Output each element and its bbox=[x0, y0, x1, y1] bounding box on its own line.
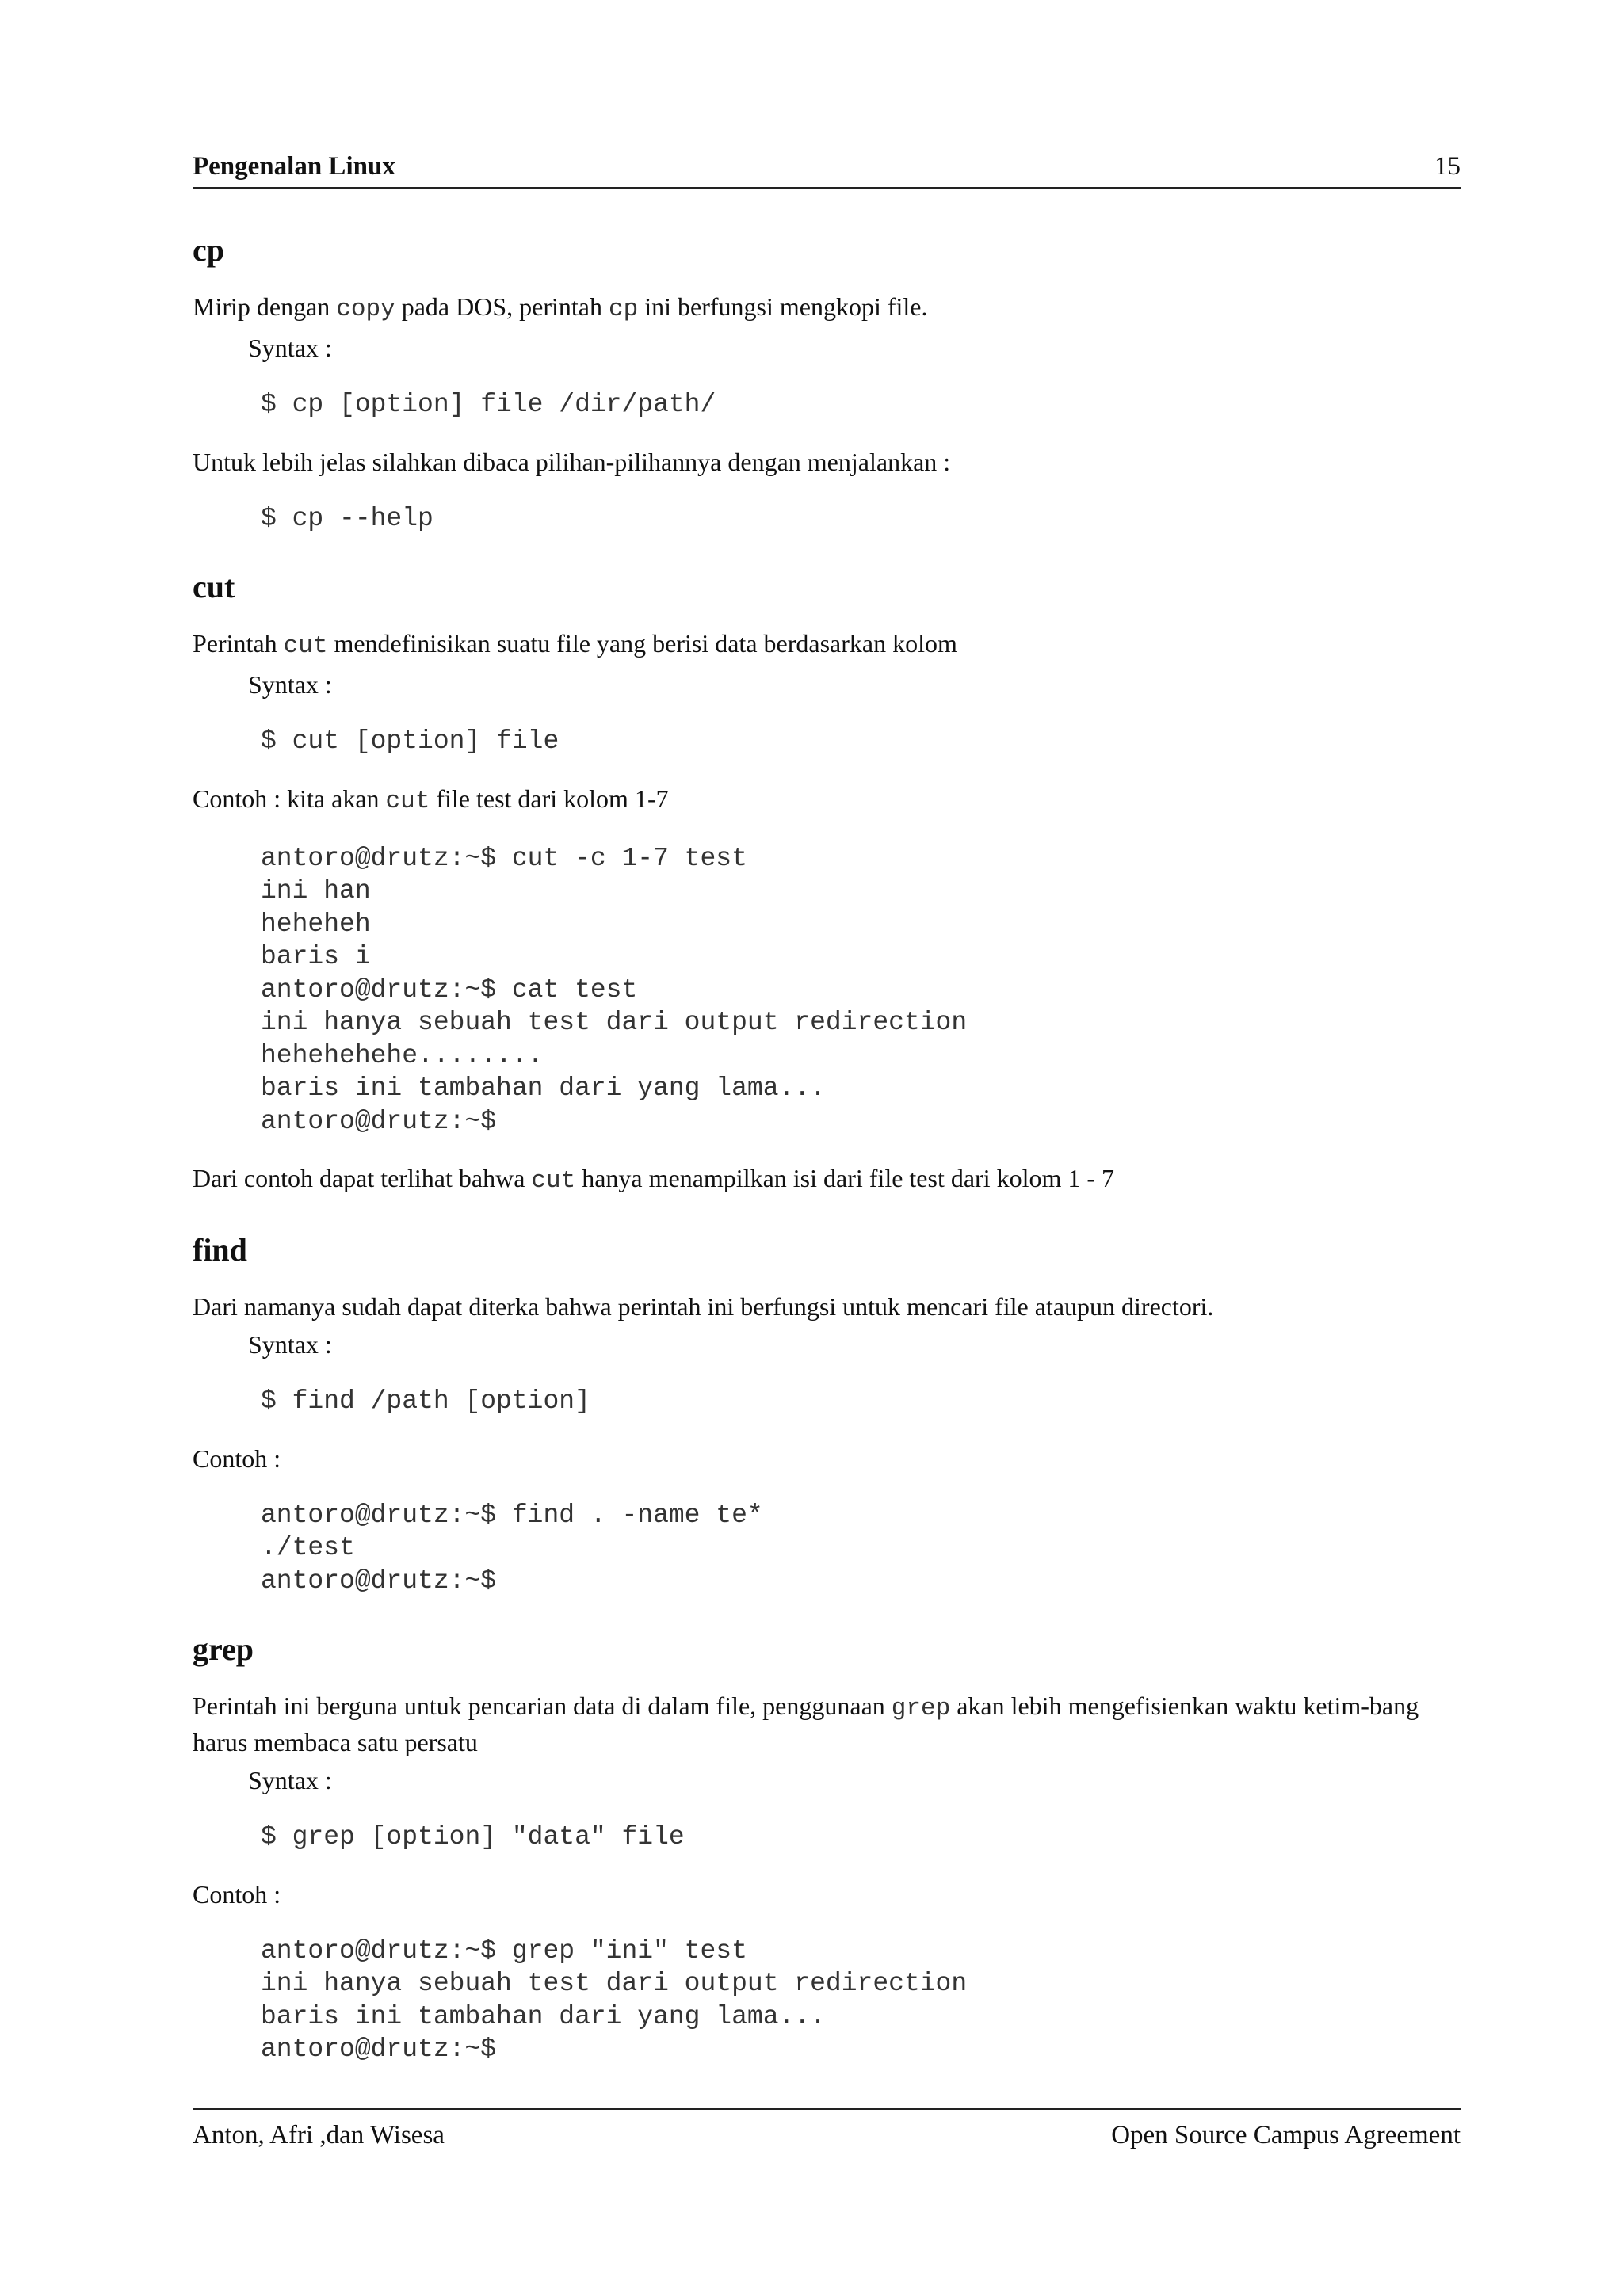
inline-code-cut: cut bbox=[283, 632, 328, 660]
section-cp bbox=[193, 231, 1476, 535]
footer-publication: Open Source Campus Agreement bbox=[1111, 2121, 1461, 2149]
code-line: antoro@drutz:~$ bbox=[261, 1106, 497, 1136]
code-line: ini hanya sebuah test dari output redirection bbox=[261, 1969, 968, 1998]
cut-syntax-label: Syntax : bbox=[248, 670, 332, 699]
cut-conclusion bbox=[193, 1161, 1476, 1198]
code-line: $ cp [option] file /dir/path/ bbox=[261, 390, 716, 419]
cp-help-note: Untuk lebih jelas silahkan dibaca pilihan-pilihannya dengan menjalankan : bbox=[193, 447, 951, 476]
cut-conclusion-text-1: Dari contoh dapat terlihat bahwa bbox=[193, 1164, 532, 1192]
cp-syntax-code bbox=[261, 388, 1476, 421]
cp-description bbox=[193, 290, 1476, 326]
cut-description bbox=[193, 627, 1476, 663]
page-number: 15 bbox=[1434, 152, 1461, 181]
cp-desc-text-1: Mirip dengan bbox=[193, 292, 337, 321]
find-example-label: Contoh : bbox=[193, 1444, 281, 1473]
grep-syntax-code bbox=[261, 1821, 1476, 1854]
cut-conclusion-text-2: hanya menampilkan isi dari file test dari kolom 1 - 7 bbox=[575, 1164, 1115, 1192]
section-heading-cp: cp bbox=[193, 232, 224, 268]
code-line: ./test bbox=[261, 1533, 355, 1562]
grep-desc-text-2: akan lebih mengefisienkan waktu ketim-bang harus membaca satu persatu bbox=[193, 1691, 1419, 1756]
cut-example-text-1: Contoh : kita akan bbox=[193, 784, 386, 813]
code-line: $ grep [option] "data" file bbox=[261, 1822, 685, 1852]
inline-code-copy: copy bbox=[336, 296, 395, 323]
code-line: antoro@drutz:~$ find . -name te* bbox=[261, 1500, 763, 1530]
page-footer bbox=[193, 2108, 1461, 2154]
page-content bbox=[193, 231, 1476, 2066]
section-cut bbox=[193, 568, 1476, 1198]
running-title: Pengenalan Linux bbox=[193, 152, 395, 181]
code-line: antoro@drutz:~$ cat test bbox=[261, 974, 638, 1005]
inline-code-cut: cut bbox=[385, 787, 430, 815]
grep-example-label: Contoh : bbox=[193, 1879, 281, 1909]
cut-example-label bbox=[193, 782, 1476, 818]
code-line: hehehehehe........ bbox=[261, 1040, 544, 1070]
footer-authors: Anton, Afri ,dan Wisesa bbox=[193, 2121, 445, 2149]
grep-syntax-label: Syntax : bbox=[248, 1766, 332, 1794]
grep-desc-text-1: Perintah ini berguna untuk pencarian data di dalam file, penggunaan bbox=[193, 1691, 892, 1720]
code-line: ini han bbox=[261, 876, 371, 906]
code-line: $ cp --help bbox=[261, 503, 433, 533]
grep-description bbox=[193, 1689, 1476, 1759]
cp-syntax-label: Syntax : bbox=[248, 334, 332, 362]
inline-code-grep: grep bbox=[891, 1695, 951, 1722]
cp-desc-text-2: pada DOS, perintah bbox=[395, 292, 609, 321]
find-description: Dari namanya sudah dapat diterka bahwa perintah ini berfungsi untuk mencari file ataupun directori. bbox=[193, 1292, 1214, 1321]
find-syntax-label: Syntax : bbox=[248, 1330, 332, 1359]
cut-example-text-2: file test dari kolom 1-7 bbox=[430, 784, 669, 813]
find-example-code bbox=[261, 1499, 1476, 1598]
code-line: ini hanya sebuah test dari output redirection bbox=[261, 1008, 968, 1037]
section-heading-cut: cut bbox=[193, 569, 235, 605]
code-line: antoro@drutz:~$ grep "ini" test bbox=[261, 1936, 747, 1966]
section-find bbox=[193, 1231, 1476, 1597]
inline-code-cut: cut bbox=[531, 1167, 576, 1195]
section-heading-grep: grep bbox=[193, 1631, 254, 1667]
cut-example-code bbox=[261, 842, 1476, 1138]
code-line: baris i bbox=[261, 942, 371, 971]
cut-syntax-code bbox=[261, 725, 1476, 758]
code-line: baris ini tambahan dari yang lama... bbox=[261, 2001, 826, 2031]
code-line: antoro@drutz:~$ cut -c 1-7 test bbox=[261, 843, 747, 873]
code-line: $ find /path [option] bbox=[261, 1386, 590, 1416]
page-header bbox=[193, 151, 1461, 189]
code-line: antoro@drutz:~$ bbox=[261, 2035, 497, 2064]
inline-code-cp: cp bbox=[608, 296, 639, 323]
code-line: baris ini tambahan dari yang lama... bbox=[261, 1074, 826, 1103]
grep-example-code bbox=[261, 1935, 1476, 2066]
cut-desc-text-1: Perintah bbox=[193, 629, 284, 658]
section-heading-find: find bbox=[193, 1232, 247, 1268]
cp-desc-text-3: ini berfungsi mengkopi file. bbox=[638, 292, 928, 321]
code-line: $ cut [option] file bbox=[261, 727, 559, 756]
cut-desc-text-2: mendefinisikan suatu file yang berisi data berdasarkan kolom bbox=[327, 629, 957, 658]
cp-help-code bbox=[261, 502, 1476, 536]
section-grep bbox=[193, 1630, 1476, 2066]
find-syntax-code bbox=[261, 1385, 1476, 1418]
code-line: antoro@drutz:~$ bbox=[261, 1566, 497, 1596]
code-line: heheheh bbox=[261, 909, 371, 939]
